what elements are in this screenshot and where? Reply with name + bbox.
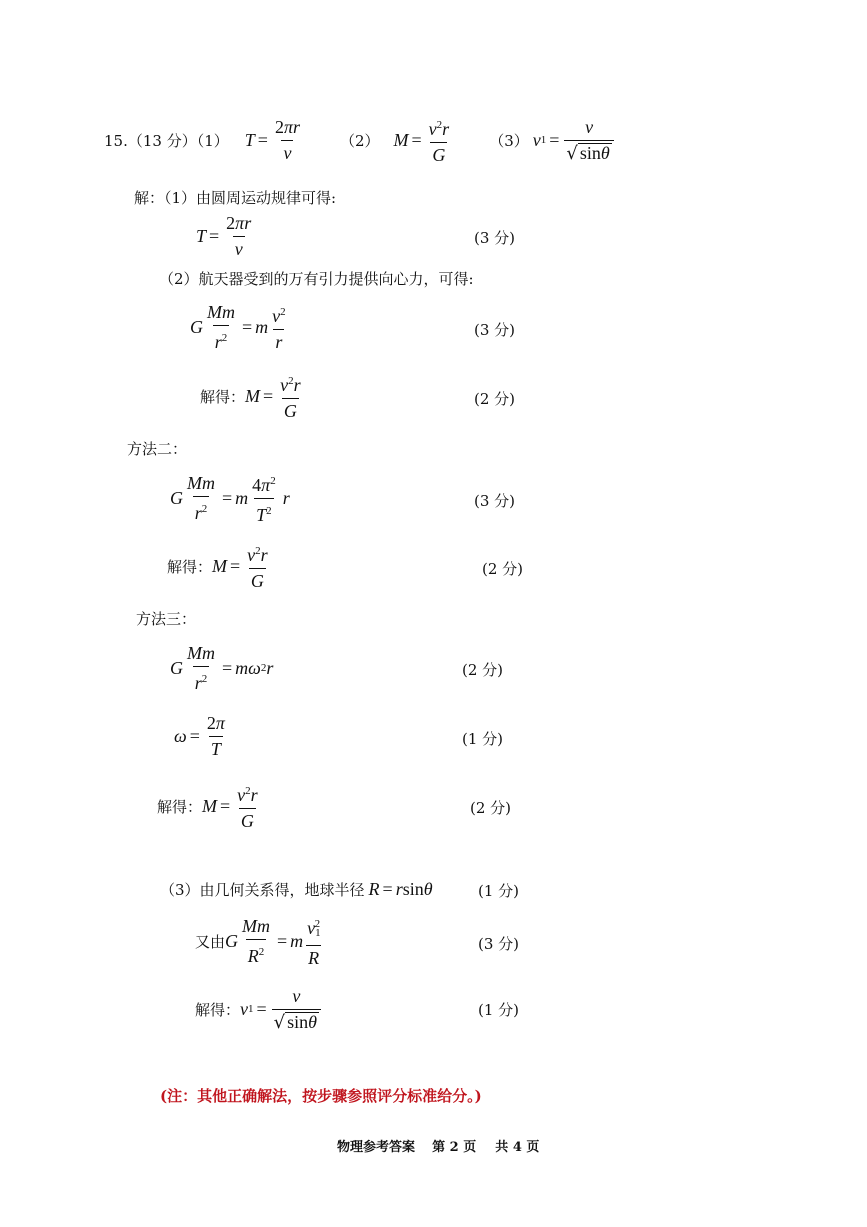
part2-label: （2） <box>339 131 380 150</box>
score-10: (3 分) <box>478 935 520 953</box>
score-2: (3 分) <box>474 321 516 339</box>
score-8: (2 分) <box>470 799 512 817</box>
equation-gravity-centripetal: G $\frac{Mm}{r^2}$ = m $\frac{v^2}{r}$ <box>190 301 286 352</box>
equation-gravity-omega: G $\frac{Mm}{r^2}$ = mω 2 r <box>170 642 274 693</box>
equation-period: T = $\frac{2\pi r}{v}$ <box>196 212 252 259</box>
answer-summary: 15.（13 分）（1） T = $\frac{2\pi r}{v}$ （2） M = $\frac{v^2r}{G}$ （3） v 1 = v √ sinθ <box>104 118 616 162</box>
part2-text: （2）航天器受到的万有引力提供向心力，可得: <box>159 270 474 288</box>
solved-mass-2: 解得： M = $\frac{v^2r}{G}$ <box>167 544 268 591</box>
page-footer: 物理参考答案 第 2 页 共 4 页 <box>337 1140 540 1155</box>
method3-title: 方法三： <box>136 610 197 628</box>
footer-total-pages: 4 <box>512 1140 522 1155</box>
score-1: (3 分) <box>474 229 516 247</box>
score-7: (1 分) <box>462 730 504 748</box>
question-number: 15.（13 分）（1） <box>104 131 229 150</box>
method2-title: 方法二： <box>127 440 188 458</box>
solved-mass-1: 解得： M = $\frac{v^2r}{G}$ <box>200 374 301 421</box>
equation-omega: ω = $\frac{2\pi}{T}$ <box>174 712 225 759</box>
equation-first-cosmic: 又由 G $\frac{Mm}{R^2}$ = m $\frac{v_1^2}{R}$ <box>195 915 321 968</box>
formula-period: $\frac{2\pi r}{v}$ <box>274 116 300 163</box>
solution-intro: 解：（1）由圆周运动规律可得: <box>134 189 337 207</box>
formula-velocity: v √ sinθ <box>564 117 613 164</box>
solved-mass-3: 解得： M = $\frac{v^2r}{G}$ <box>157 784 258 831</box>
grading-note: (注：其他正确解法，按步骤参照评分标准给分。) <box>160 1087 482 1105</box>
score-9: (1 分) <box>478 882 520 900</box>
part3-radius-line: （3）由几何关系得，地球半径 R = r sin θ <box>160 878 433 899</box>
part3-label: （3） <box>489 131 529 150</box>
equation-gravity-period: G $\frac{Mm}{r^2}$ = m $\frac{4\pi^2}{T^2}$ r <box>170 472 290 525</box>
score-5: (2 分) <box>482 560 524 578</box>
formula-mass: $\frac{v^2r}{G}$ <box>428 118 450 165</box>
footer-page-number: 2 <box>449 1140 459 1155</box>
score-11: (1 分) <box>478 1001 520 1019</box>
score-6: (2 分) <box>462 661 504 679</box>
footer-subject: 物理参考答案 <box>337 1140 416 1155</box>
score-3: (2 分) <box>474 390 516 408</box>
score-4: (3 分) <box>474 492 516 510</box>
solved-velocity: 解得： v 1 = v √ sinθ <box>195 985 323 1033</box>
